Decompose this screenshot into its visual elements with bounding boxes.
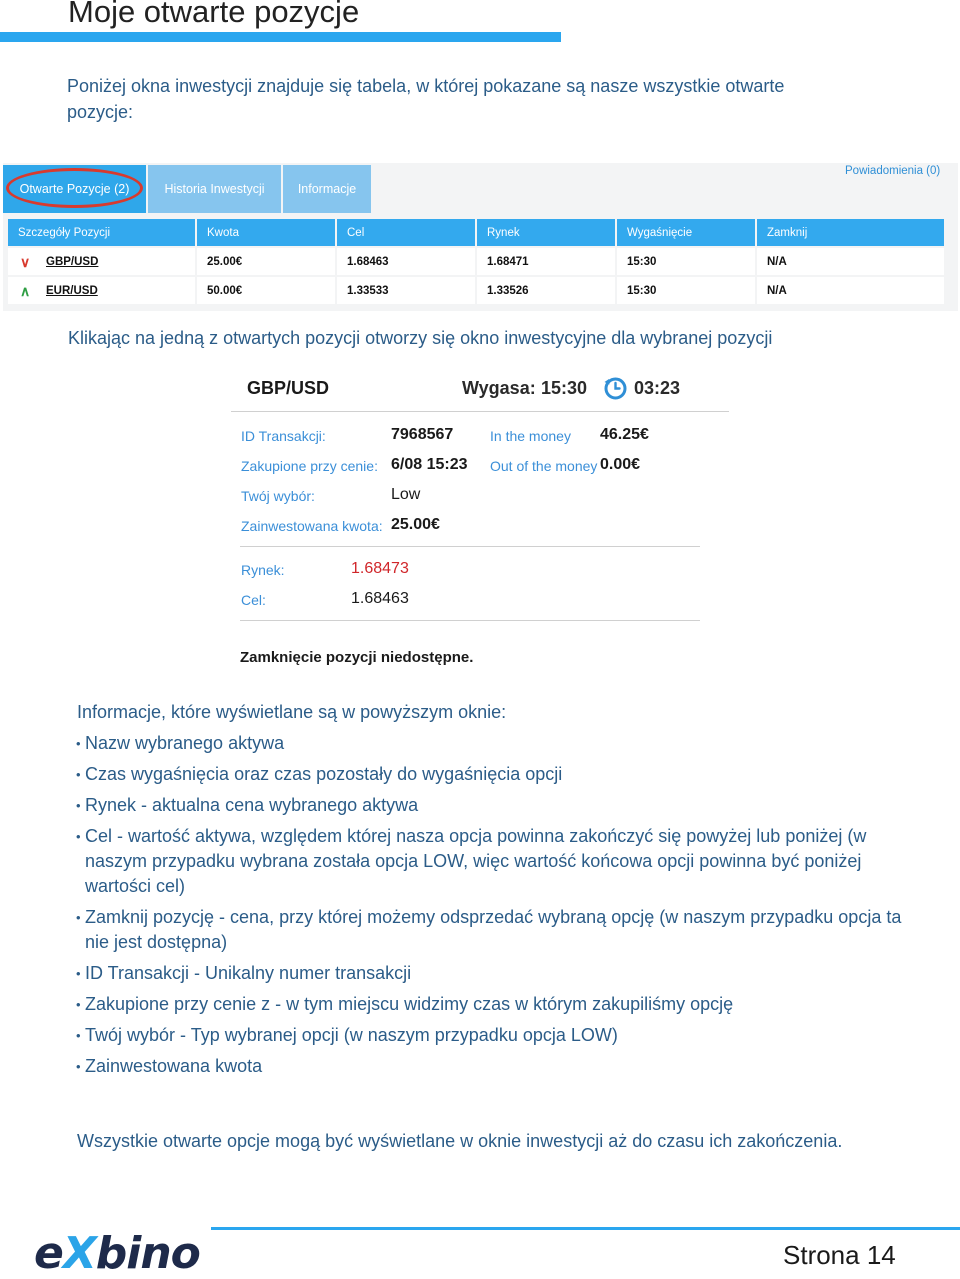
info-list bbox=[76, 731, 926, 1085]
title-underline bbox=[0, 32, 561, 42]
closing-note: Wszystkie otwarte opcje mogą być wyświetlane w oknie inwestycji aż do czasu ich zakończenia. bbox=[77, 1131, 843, 1151]
list-item: • Twój wybór - Typ wybranej opcji (w naszym przypadku opcja LOW) bbox=[76, 1023, 926, 1048]
col-amount: Kwota bbox=[196, 219, 336, 247]
list-item: • Zamknij pozycję - cena, przy której możemy odsprzedać wybraną opcję (w naszym przypadku opcja ta nie jest dostępna) bbox=[76, 905, 926, 955]
table-row[interactable] bbox=[8, 247, 945, 276]
col-expiry: Wygaśnięcie bbox=[616, 219, 756, 247]
position-pair[interactable]: EUR/USD bbox=[46, 284, 98, 297]
detail-remaining-time: 03:23 bbox=[634, 378, 681, 398]
position-market: 1.33526 bbox=[476, 276, 616, 304]
choice-label: Twój wybór: bbox=[241, 488, 315, 504]
click-instruction: Klikając na jedną z otwartych pozycji otworzy się okno inwestycyjne dla wybranej pozycji bbox=[68, 328, 773, 348]
page-title: Moje otwarte pozycje bbox=[68, 0, 360, 29]
invested-value: 25.00€ bbox=[391, 516, 440, 533]
list-item: • Czas wygaśnięcia oraz czas pozostały do wygaśnięcia opcji bbox=[76, 762, 926, 787]
arrow-up-icon: ∧ bbox=[20, 283, 31, 299]
list-item: • Zakupione przy cenie z - w tym miejscu widzimy czas w którym zakupiliśmy opcję bbox=[76, 992, 926, 1017]
purchased-value: 6/08 15:23 bbox=[391, 456, 468, 473]
list-item: • Cel - wartość aktywa, względem której nasza opcja powinna zakończyć się powyżej lub poniżej (w naszym przypadku wybrana została opcja LOW, więc wartość końcowa opcji powinna być poniżej wartości cel) bbox=[76, 824, 926, 899]
position-target: 1.68463 bbox=[336, 247, 476, 276]
list-item: • Rynek - aktualna cena wybranego aktywa bbox=[76, 793, 926, 818]
tab-information[interactable]: Informacje bbox=[283, 165, 371, 213]
tab-open-positions[interactable]: Otwarte Pozycje (2) bbox=[3, 165, 146, 213]
in-the-money-label: In the money bbox=[490, 428, 571, 444]
choice-value: Low bbox=[391, 486, 421, 503]
out-of-money-value: 0.00€ bbox=[600, 456, 641, 473]
detail-divider bbox=[231, 411, 729, 412]
transaction-id-label: ID Transakcji: bbox=[241, 428, 326, 444]
col-close: Zamknij bbox=[756, 219, 945, 247]
notifications-link[interactable]: Powiadomienia (0) bbox=[845, 165, 941, 177]
intro-text: Poniżej okna inwestycji znajduje się tabela, w której pokazane są nasze wszystkie otwarte pozycje: bbox=[67, 76, 785, 122]
detail-asset: GBP/USD bbox=[247, 378, 330, 398]
footer-rule bbox=[211, 1227, 960, 1230]
info-heading: Informacje, które wyświetlane są w powyższym oknie: bbox=[77, 702, 507, 722]
position-pair-cell[interactable] bbox=[8, 276, 196, 304]
out-of-money-label: Out of the money bbox=[490, 458, 598, 474]
position-pair[interactable]: GBP/USD bbox=[46, 255, 99, 268]
list-item: • Nazw wybranego aktywa bbox=[76, 731, 926, 756]
table-row[interactable] bbox=[8, 276, 945, 304]
purchased-label: Zakupione przy cenie: bbox=[241, 458, 378, 474]
position-expiry: 15:30 bbox=[616, 276, 756, 304]
col-target: Cel bbox=[336, 219, 476, 247]
detail-expiry-time: 15:30 bbox=[541, 378, 588, 398]
arrow-down-icon: ∨ bbox=[20, 254, 31, 270]
exbino-logo: eXbino bbox=[34, 1228, 200, 1279]
highlight-ring bbox=[6, 168, 143, 208]
target-label: Cel: bbox=[241, 592, 266, 608]
market-value: 1.68473 bbox=[351, 560, 409, 577]
countdown-clock-icon bbox=[603, 376, 628, 401]
position-amount: 50.00€ bbox=[196, 276, 336, 304]
invested-label: Zainwestowana kwota: bbox=[241, 518, 383, 534]
market-label: Rynek: bbox=[241, 562, 285, 578]
position-close: N/A bbox=[756, 276, 945, 304]
close-unavailable-note: Zamknięcie pozycji niedostępne. bbox=[240, 649, 474, 666]
detail-expiry-label: Wygasa: bbox=[462, 378, 536, 398]
list-item: • ID Transakcji - Unikalny numer transakcji bbox=[76, 961, 926, 986]
position-target: 1.33533 bbox=[336, 276, 476, 304]
col-market: Rynek bbox=[476, 219, 616, 247]
position-close: N/A bbox=[756, 247, 945, 276]
list-item: • Zainwestowana kwota bbox=[76, 1054, 926, 1079]
position-expiry: 15:30 bbox=[616, 247, 756, 276]
position-market: 1.68471 bbox=[476, 247, 616, 276]
position-pair-cell[interactable] bbox=[8, 247, 196, 276]
in-the-money-value: 46.25€ bbox=[600, 426, 649, 443]
table-header-row bbox=[8, 219, 945, 247]
target-value: 1.68463 bbox=[351, 590, 409, 607]
page-number: Strona 14 bbox=[783, 1240, 896, 1270]
position-amount: 25.00€ bbox=[196, 247, 336, 276]
open-positions-table bbox=[8, 219, 946, 304]
col-position-details: Szczegóły Pozycji bbox=[8, 219, 196, 247]
detail-divider bbox=[240, 620, 700, 621]
transaction-id-value: 7968567 bbox=[391, 426, 454, 443]
tab-investment-history[interactable]: Historia Inwestycji bbox=[148, 165, 281, 213]
detail-divider bbox=[240, 546, 700, 547]
